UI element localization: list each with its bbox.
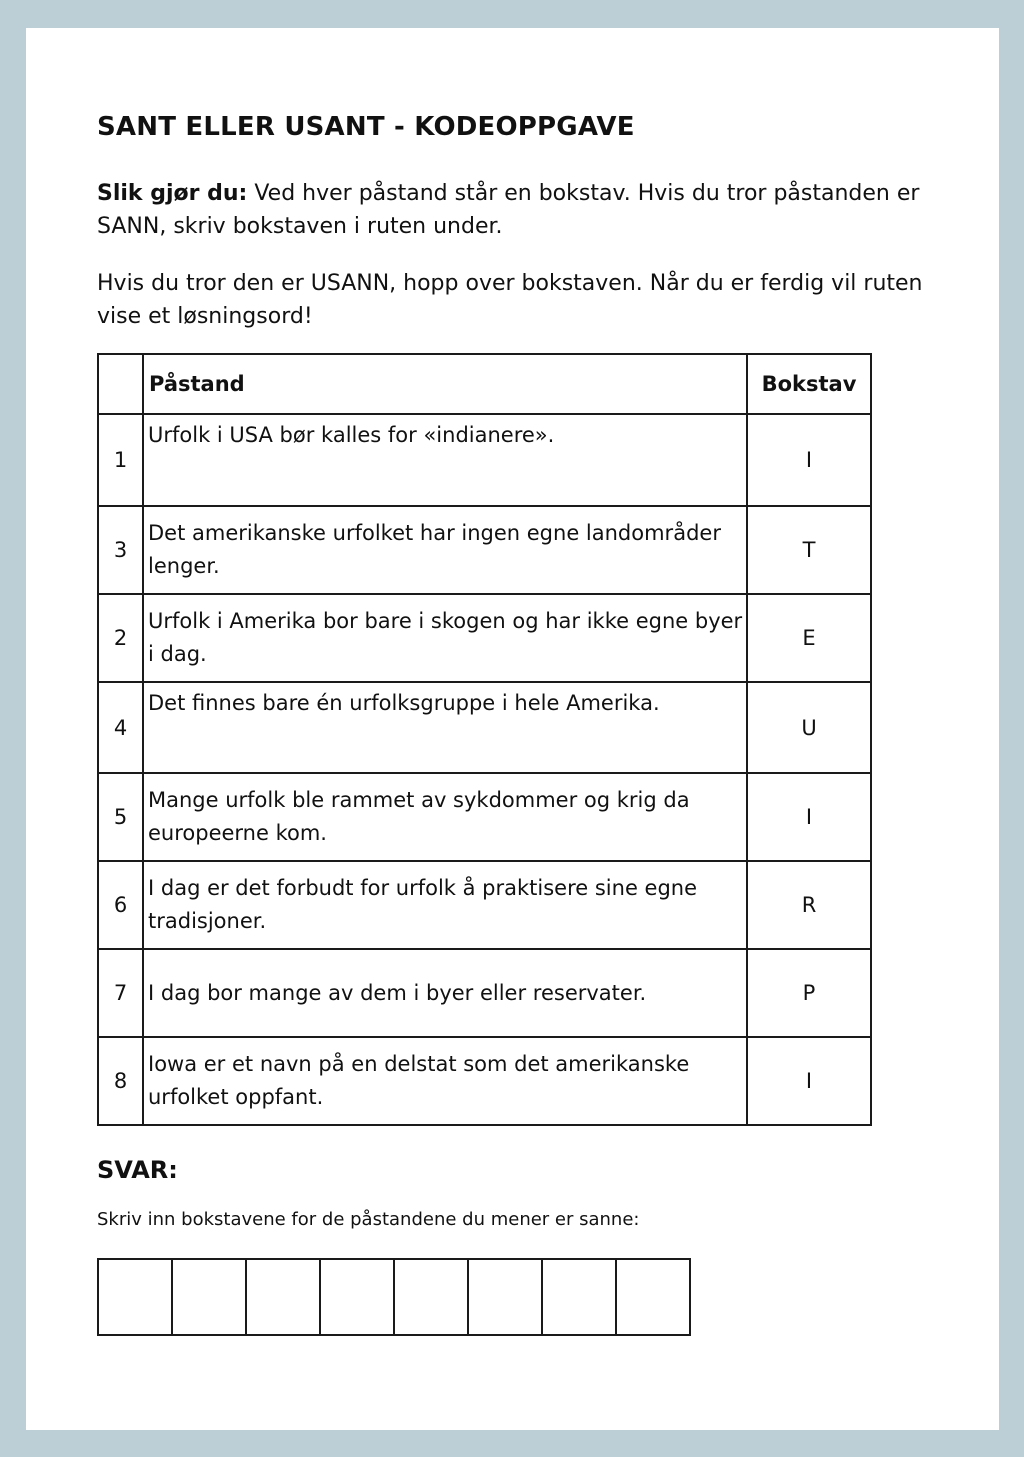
row-number: 3	[98, 506, 143, 594]
page-title: SANT ELLER USANT - KODEOPPGAVE	[97, 112, 635, 142]
row-letter: U	[747, 682, 871, 773]
row-letter: T	[747, 506, 871, 594]
row-letter: P	[747, 949, 871, 1037]
table-row	[98, 682, 871, 773]
row-number: 8	[98, 1037, 143, 1125]
row-number: 1	[98, 414, 143, 506]
answer-instruction: Skriv inn bokstavene for de påstandene du mener er sanne:	[97, 1209, 640, 1230]
row-number: 4	[98, 682, 143, 773]
header-statement: Påstand	[143, 354, 747, 414]
table-row	[98, 949, 871, 1037]
row-statement: Urfolk i USA bør kalles for «indianere».	[143, 414, 747, 506]
row-number: 2	[98, 594, 143, 682]
row-statement: Iowa er et navn på en delstat som det amerikanske urfolket oppfant.	[143, 1037, 747, 1125]
instructions-paragraph-2: Hvis du tror den er USANN, hopp over bokstaven. Når du er ferdig vil ruten vise et løsningsord!	[97, 271, 923, 329]
row-number: 5	[98, 773, 143, 861]
answer-box-5[interactable]	[395, 1260, 469, 1334]
row-statement: I dag er det forbudt for urfolk å praktisere sine egne tradisjoner.	[143, 861, 747, 949]
worksheet-page	[26, 28, 999, 1430]
row-letter: I	[747, 1037, 871, 1125]
instructions-paragraph-1	[97, 177, 947, 243]
row-number: 7	[98, 949, 143, 1037]
answer-heading: SVAR:	[97, 1156, 178, 1184]
table-row	[98, 594, 871, 682]
row-statement: Mange urfolk ble rammet av sykdommer og krig da europeerne kom.	[143, 773, 747, 861]
table-row	[98, 773, 871, 861]
row-letter: I	[747, 773, 871, 861]
answer-box-7[interactable]	[543, 1260, 617, 1334]
header-number	[98, 354, 143, 414]
table-header-row	[98, 354, 871, 414]
row-statement: I dag bor mange av dem i byer eller reservater.	[143, 949, 747, 1037]
table-row	[98, 506, 871, 594]
table-row	[98, 1037, 871, 1125]
row-statement: Det amerikanske urfolket har ingen egne landområder lenger.	[143, 506, 747, 594]
row-letter: R	[747, 861, 871, 949]
answer-boxes	[97, 1258, 691, 1336]
row-statement: Urfolk i Amerika bor bare i skogen og har ikke egne byer i dag.	[143, 594, 747, 682]
row-letter: E	[747, 594, 871, 682]
answer-box-1[interactable]	[99, 1260, 173, 1334]
instructions-text-1: Ved hver påstand står en bokstav. Hvis du tror påstanden er SANN, skriv bokstaven i ruten under.	[97, 181, 920, 239]
row-letter: I	[747, 414, 871, 506]
table-row	[98, 861, 871, 949]
table-row	[98, 414, 871, 506]
row-statement: Det finnes bare én urfolksgruppe i hele Amerika.	[143, 682, 747, 773]
answer-box-6[interactable]	[469, 1260, 543, 1334]
statements-table	[97, 353, 872, 1126]
answer-box-2[interactable]	[173, 1260, 247, 1334]
answer-box-8[interactable]	[617, 1260, 689, 1334]
instructions-lead: Slik gjør du:	[97, 181, 248, 206]
header-letter: Bokstav	[747, 354, 871, 414]
answer-box-3[interactable]	[247, 1260, 321, 1334]
answer-box-4[interactable]	[321, 1260, 395, 1334]
row-number: 6	[98, 861, 143, 949]
